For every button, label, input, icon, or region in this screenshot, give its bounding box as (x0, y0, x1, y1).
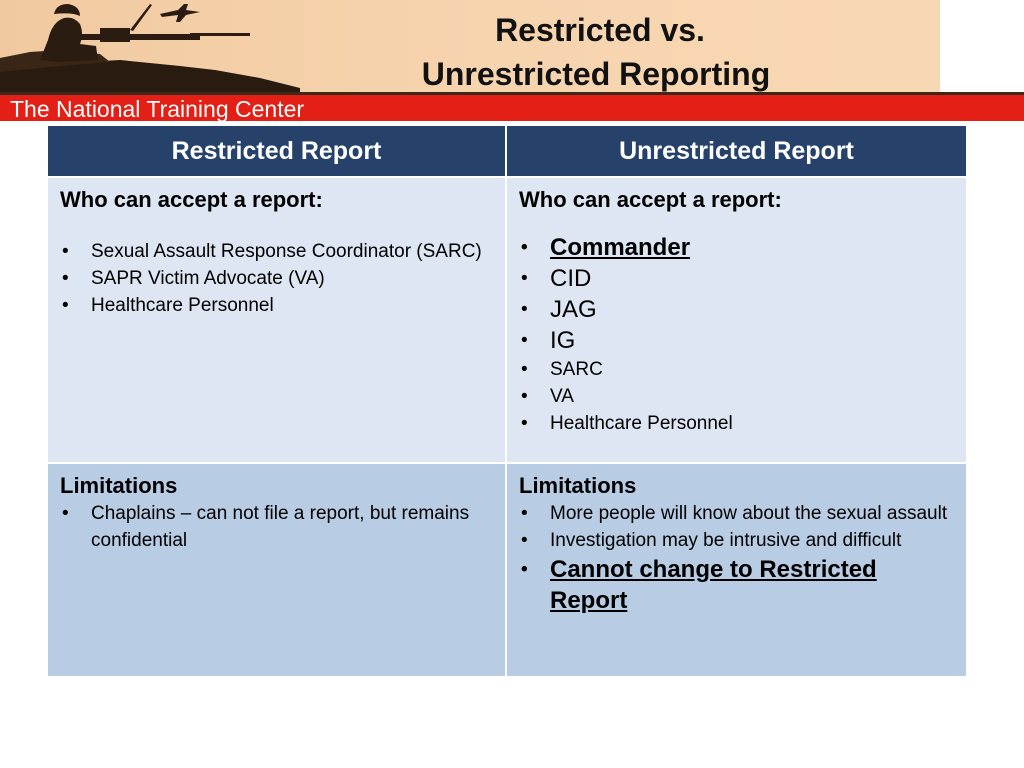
unrestricted-accept-heading: Who can accept a report: (519, 187, 782, 212)
column-header-unrestricted: Unrestricted Report (506, 125, 967, 177)
unrestricted-accept-cell (506, 177, 967, 463)
restricted-limitations-list (60, 500, 493, 554)
list-item: • Commander (519, 232, 954, 263)
restricted-accept-heading: Who can accept a report: (60, 187, 323, 212)
restricted-limitations-heading: Limitations (60, 473, 178, 498)
soldier-silhouette-image (0, 0, 300, 95)
unrestricted-accept-list (519, 232, 954, 437)
list-item: • Cannot change to Restricted Report (519, 554, 954, 616)
list-item: • JAG (519, 294, 954, 325)
list-item: • Investigation may be intrusive and difficult (519, 527, 954, 554)
unrestricted-limitations-cell (506, 463, 967, 677)
list-item: • IG (519, 325, 954, 356)
org-name: The National Training Center (10, 96, 305, 122)
page-title (300, 8, 900, 96)
restricted-accept-list (60, 238, 493, 319)
column-header-restricted: Restricted Report (47, 125, 506, 177)
title-line-1: Restricted vs. (495, 12, 705, 48)
list-item: • SARC (519, 356, 954, 383)
list-item: • Sexual Assault Response Coordinator (SARC) (60, 238, 493, 265)
title-line-2: Unrestricted Reporting (421, 56, 771, 92)
list-item: • More people will know about the sexual assault (519, 500, 954, 527)
restricted-limitations-cell (47, 463, 506, 677)
unrestricted-limitations-list (519, 500, 954, 616)
header-banner (0, 0, 940, 95)
list-item: • VA (519, 383, 954, 410)
list-item: • SAPR Victim Advocate (VA) (60, 265, 493, 292)
list-item: • CID (519, 263, 954, 294)
unrestricted-limitations-heading: Limitations (519, 473, 637, 498)
list-item: • Chaplains – can not file a report, but remains confidential (60, 500, 493, 554)
comparison-table (46, 124, 968, 678)
banner-corner (940, 0, 1024, 92)
restricted-accept-cell (47, 177, 506, 463)
list-item: • Healthcare Personnel (519, 410, 954, 437)
list-item: • Healthcare Personnel (60, 292, 493, 319)
